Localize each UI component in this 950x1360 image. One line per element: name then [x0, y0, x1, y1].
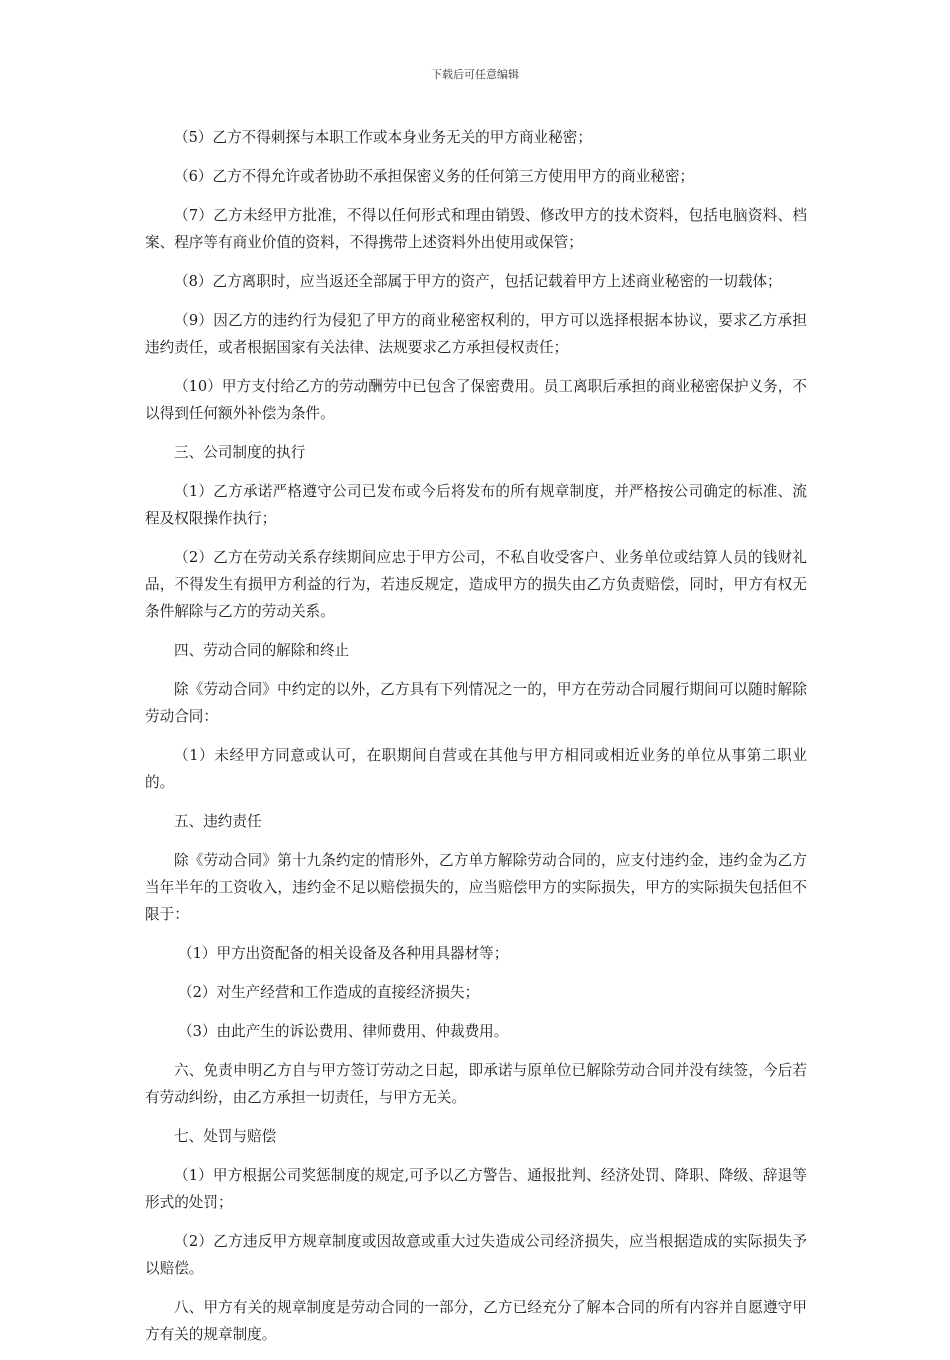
clause-10: （10）甲方支付给乙方的劳动酬劳中已包含了保密费用。员工离职后承担的商业秘密保护义务，不以得到任何额外补偿为条件。	[145, 378, 807, 422]
section-heading-4: 四、劳动合同的解除和终止	[174, 642, 350, 659]
section-8-rules: 八、甲方有关的规章制度是劳动合同的一部分，乙方已经充分了解本合同的所有内容并自愿遵守甲方有关的规章制度。	[145, 1299, 807, 1343]
clause-9: （9）因乙方的违约行为侵犯了甲方的商业秘密权利的，甲方可以选择根据本协议，要求乙方承担违约责任，或者根据国家有关法律、法规要求乙方承担侵权责任；	[145, 312, 807, 356]
section-5-item-2: （2）对生产经营和工作造成的直接经济损失；	[178, 984, 480, 1001]
document-body	[145, 124, 807, 1360]
clause-7: （7）乙方未经甲方批准，不得以任何形式和理由销毁、修改甲方的技术资料，包括电脑资料、档案、程序等有商业价值的资料，不得携带上述资料外出使用或保管；	[145, 207, 807, 251]
clause-5: （5）乙方不得刺探与本职工作或本身业务无关的甲方商业秘密；	[174, 129, 592, 146]
section-4-intro: 除《劳动合同》中约定的以外，乙方具有下列情况之一的，甲方在劳动合同履行期间可以随时解除劳动合同：	[145, 681, 807, 725]
section-5-item-3: （3）由此产生的诉讼费用、律师费用、仲裁费用。	[178, 1023, 509, 1040]
section-3-item-2: （2）乙方在劳动关系存续期间应忠于甲方公司，不私自收受客户、业务单位或结算人员的钱财礼品，不得发生有损甲方利益的行为，若违反规定，造成甲方的损失由乙方负责赔偿，同时，甲方有权无条件解除与乙方的劳动关系。	[145, 549, 807, 620]
clause-6: （6）乙方不得允许或者协助不承担保密义务的任何第三方使用甲方的商业秘密；	[174, 168, 695, 185]
clause-8: （8）乙方离职时，应当返还全部属于甲方的资产，包括记载着甲方上述商业秘密的一切载体；	[174, 273, 782, 290]
section-heading-5: 五、违约责任	[174, 813, 262, 830]
page-header-note: 下载后可任意编辑	[431, 68, 519, 81]
section-6-disclaimer: 六、免责申明乙方自与甲方签订劳动之日起，即承诺与原单位已解除劳动合同并没有续签，今后若有劳动纠纷，由乙方承担一切责任，与甲方无关。	[145, 1062, 807, 1106]
section-5-item-1: （1）甲方出资配备的相关设备及各种用具器材等；	[178, 945, 509, 962]
section-heading-3: 三、公司制度的执行	[174, 444, 306, 461]
section-5-intro: 除《劳动合同》第十九条约定的情形外，乙方单方解除劳动合同的，应支付违约金，违约金为乙方当年半年的工资收入，违约金不足以赔偿损失的，应当赔偿甲方的实际损失，甲方的实际损失包括但不限于：	[145, 852, 807, 923]
section-4-item-1: （1）未经甲方同意或认可，在职期间自营或在其他与甲方相同或相近业务的单位从事第二职业的。	[145, 747, 807, 791]
section-7-item-1: （1）甲方根据公司奖惩制度的规定,可予以乙方警告、通报批判、经济处罚、降职、降级、辞退等形式的处罚；	[145, 1167, 807, 1211]
section-3-item-1: （1）乙方承诺严格遵守公司已发布或今后将发布的所有规章制度，并严格按公司确定的标准、流程及权限操作执行；	[145, 483, 807, 527]
section-7-item-2: （2）乙方违反甲方规章制度或因故意或重大过失造成公司经济损失，应当根据造成的实际损失予以赔偿。	[145, 1233, 807, 1277]
section-heading-7: 七、处罚与赔偿	[174, 1128, 277, 1145]
